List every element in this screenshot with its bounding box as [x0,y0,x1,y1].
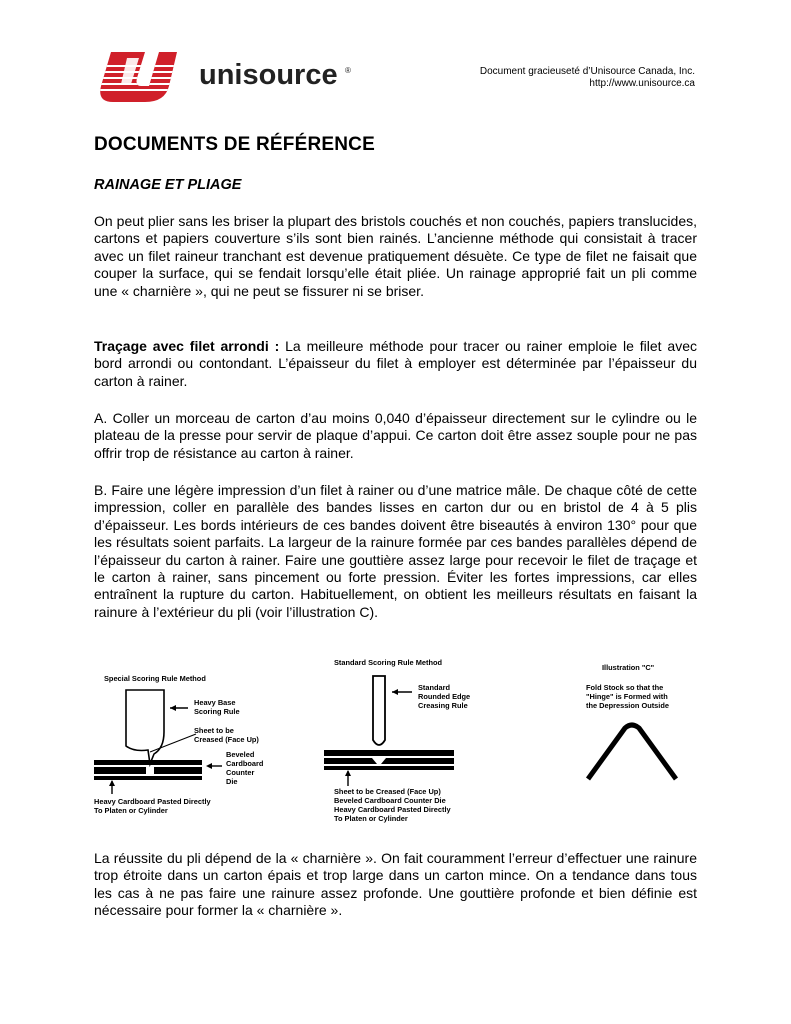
fig1-rule-line1: Heavy Base [194,698,236,707]
fig1-base-line2: To Platen or Cylinder [94,806,168,815]
svg-text:®: ® [345,66,351,75]
paragraph-body: La meilleure méthode pour tracer ou rainer emploie le filet avec bord arrondi ou contondant. L’épaisseur du filet à employer est déterminée par l’épaisseur du carton à rainer. [94,338,697,389]
fig1-base-line1: Heavy Cardboard Pasted Directly [94,797,211,806]
paragraph-hinge: La réussite du pli dépend de la « charnière ». On fait couramment l’erreur d’effectuer une rainure trop étroite dans un carton épais et trop large dans un carton mince. On a tendance dans tous les cas à ne pas faire une rainure assez profonde. Une gouttière profonde et bien définie est nécessaire pour former la « charnière ». [94,850,697,919]
fig1-rule-line2: Scoring Rule [194,707,240,716]
paragraph-lead: Traçage avec filet arrondi : [94,338,280,354]
fig2-bottom-line3: Heavy Cardboard Pasted Directly [334,805,451,814]
fig3-title: Illustration "C" [602,663,655,672]
scoring-illustrations [90,654,700,834]
figure-special-scoring [94,674,264,815]
figure-standard-scoring [324,658,470,823]
fig3-note-line1: Fold Stock so that the [586,683,664,692]
paragraph-intro: On peut plier sans les briser la plupart des bristols couchés et non couchés, papiers translucides, cartons et papiers couverture s’ils sont bien rainés. L’ancienne méthode qui consistait à tracer avec un filet raineur tranchant est devenue pratiquement désuète. Ce type de filet ne faisait que couper la surface, qui se fendait lorsqu’elle était pliée. Un rainage approprié fait un pli comme une « charnière », qui ne peut se fissurer ni se briser. [94,213,697,299]
fig1-sheet-line2: Creased (Face Up) [194,735,259,744]
source-url[interactable]: http://www.unisource.ca [589,78,695,89]
fig2-bottom-line4: To Platen or Cylinder [334,814,408,823]
fig1-die-line3: Counter [226,768,255,777]
fig2-rule-line1: Standard [418,683,451,692]
fig1-die-line4: Die [226,777,238,786]
fig1-die-line2: Cardboard [226,759,264,768]
unisource-logo [95,48,365,104]
section-title: RAINAGE ET PLIAGE [94,177,242,193]
document-title: DOCUMENTS DE RÉFÉRENCE [94,134,375,155]
fig2-title: Standard Scoring Rule Method [334,658,442,667]
fig2-bottom-line2: Beveled Cardboard Counter Die [334,796,446,805]
paragraph-rounded-rule [94,338,697,390]
fig3-note-line3: the Depression Outside [586,701,669,710]
figure-illustration-c [586,663,676,780]
fig2-rule-line3: Creasing Rule [418,701,468,710]
fig2-bottom-line1: Sheet to be Creased (Face Up) [334,787,441,796]
fig1-die-line1: Beveled [226,750,255,759]
paragraph-step-b: B. Faire une légère impression d’un filet à rainer ou d’une matrice mâle. De chaque côté de cette impression, coller en parallèle des bandes lisses en carton dur ou en bristol de 4 à 5 plis d’épaisseur. Les bords intérieurs de ces bandes doivent être biseautés à environ 130° pour que les résultats soient parfaits. La largeur de la rainure formée par ces bandes parallèles dépend de l’épaisseur du carton à rainer. Faire une gouttière assez large pour recevoir le filet de traçage et le carton à rainer, sans pincement ou forte pression. Éviter les fortes impressions, car elles entraînent la rupture du carton. Habituellement, on obtient les meilleurs résultats en faisant la rainure à l’extérieur du pli (voir l’illustration C). [94,482,697,620]
source-credit [480,66,695,90]
courtesy-text: Document gracieuseté d’Unisource Canada, Inc. [479,66,695,77]
fig2-rule-line2: Rounded Edge [418,692,471,701]
paragraph-step-a: A. Coller un morceau de carton d’au moins 0,040 d’épaisseur directement sur le cylindre ou le plateau de la presse pour servir de plaque d’appui. Ce carton doit être assez souple pour ne pas offrir trop de résistance au carton à rainer. [94,410,697,461]
logo-wordmark: unisource [199,59,338,91]
fig3-note-line2: "Hinge" is Formed with [586,692,668,701]
fig1-sheet-line1: Sheet to be [194,726,234,735]
fig1-title: Special Scoring Rule Method [104,674,206,683]
